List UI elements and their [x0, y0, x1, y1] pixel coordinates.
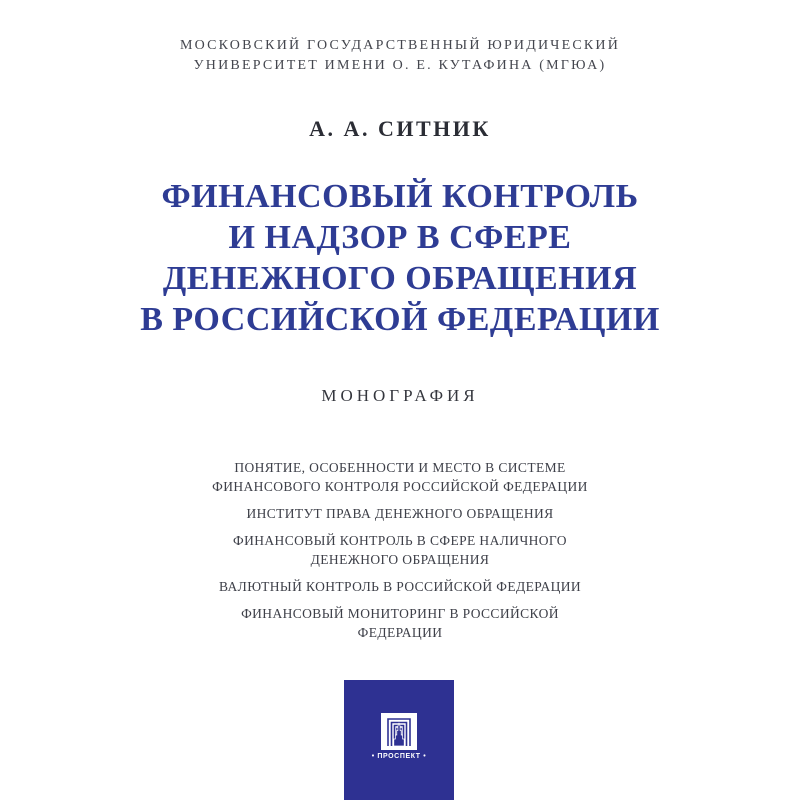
- author-name: А. А. СИТНИК: [309, 116, 491, 141]
- university-name-line1: МОСКОВСКИЙ ГОСУДАРСТВЕННЫЙ ЮРИДИЧЕСКИЙ: [179, 38, 621, 53]
- book-title-line4: В РОССИЙСКОЙ ФЕДЕРАЦИИ: [140, 301, 660, 338]
- university-name-line2: УНИВЕРСИТЕТ ИМЕНИ О. Е. КУТАФИНА (МГЮА): [193, 58, 607, 73]
- book-title: [0, 176, 800, 340]
- prospekt-logo-icon: [381, 713, 417, 750]
- university-name: [0, 0, 800, 76]
- book-title-line1: ФИНАНСОВЫЙ КОНТРОЛЬ: [161, 178, 639, 215]
- publisher-name: • ПРОСПЕКТ •: [371, 753, 427, 760]
- book-subtitle: МОНОГРАФИЯ: [321, 386, 479, 405]
- topic-item: ФИНАНСОВЫЙ КОНТРОЛЬ В СФЕРЕ НАЛИЧНОГО ДЕНЕЖНОГО ОБРАЩЕНИЯ: [233, 533, 567, 567]
- topics-list: [170, 458, 630, 642]
- book-title-line3: ДЕНЕЖНОГО ОБРАЩЕНИЯ: [162, 260, 638, 297]
- topic-item: ПОНЯТИЕ, ОСОБЕННОСТИ И МЕСТО В СИСТЕМЕ ФИНАНСОВОГО КОНТРОЛЯ РОССИЙСКОЙ ФЕДЕРАЦИИ: [212, 460, 588, 494]
- topic-item: ВАЛЮТНЫЙ КОНТРОЛЬ В РОССИЙСКОЙ ФЕДЕРАЦИИ: [218, 579, 582, 594]
- topic-item: ИНСТИТУТ ПРАВА ДЕНЕЖНОГО ОБРАЩЕНИЯ: [246, 506, 554, 521]
- topic-item: ФИНАНСОВЫЙ МОНИТОРИНГ В РОССИЙСКОЙ ФЕДЕРАЦИИ: [241, 606, 559, 640]
- publisher-logo: [344, 680, 454, 800]
- book-title-line2: И НАДЗОР В СФЕРЕ: [228, 219, 572, 256]
